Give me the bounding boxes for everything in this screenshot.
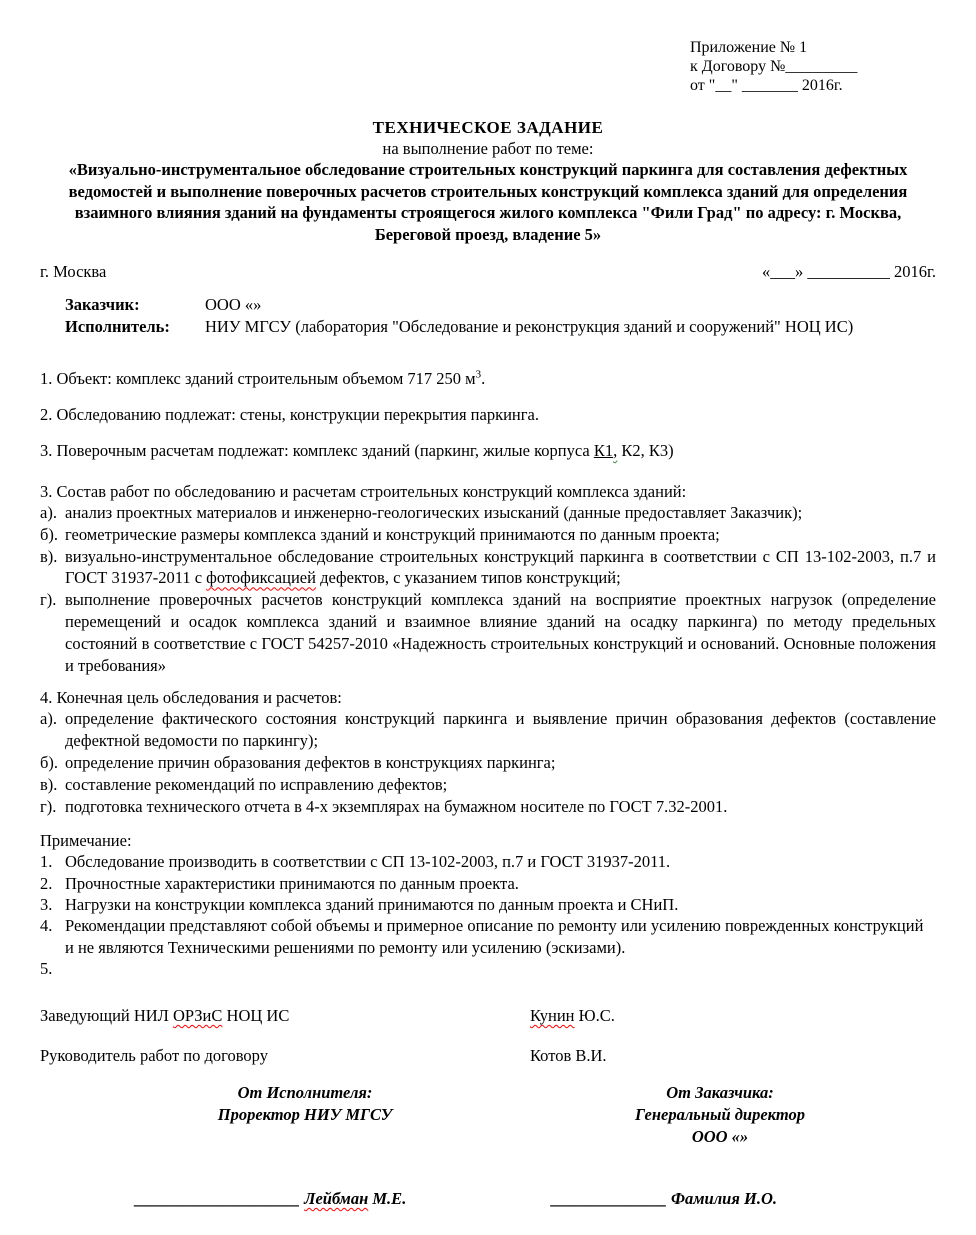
goal-item-g-label: г).: [40, 796, 57, 816]
item-object-text: 1. Объект: комплекс зданий строительным объемом 717 250 м: [40, 369, 476, 388]
goal-item-v-label: в).: [40, 774, 58, 794]
scope-item-b-label: б).: [40, 524, 59, 544]
goal-item-a-text: определение фактического состояния конструкций паркинга и выявление причин образования дефектов (составление дефектной ведомости по паркингу);: [65, 709, 936, 751]
spell-error-kunin: Кунин: [530, 1006, 575, 1026]
footer-contractor-role: Проректор НИУ МГСУ: [217, 1105, 393, 1125]
footer-customer-role: Генеральный директор: [635, 1105, 805, 1125]
note-number: 4.: [40, 916, 53, 936]
grammar-mark-comma: ,: [613, 441, 618, 460]
scope-item-b: [40, 524, 936, 546]
scope-item-v-pre: визуально-инструментальное обследование строительных конструкций паркинга в соответствии с СП 13-102-2003, п.7 и ГОСТ 31937-2011 с: [65, 546, 936, 588]
contractor-label: Исполнитель:: [65, 317, 170, 336]
goal-item-g: [40, 796, 936, 818]
note-row-5: [40, 958, 936, 979]
cubic-meter-superscript: 3: [475, 368, 482, 381]
document-subtitle: на выполнение работ по теме:: [382, 139, 594, 158]
notes-heading: Примечание:: [40, 831, 132, 851]
theme-line-4: Береговой проезд, владение 5»: [374, 224, 602, 244]
annex-block: [690, 38, 936, 95]
contractor-row: [65, 316, 936, 338]
signature-role-pre: Заведующий НИЛ: [40, 1006, 173, 1026]
goal-heading: 4. Конечная цель обследования и расчетов:: [40, 688, 342, 708]
item-calc-text: 3. Поверочным расчетам подлежат: комплекс зданий (паркинг, жилые корпуса: [40, 441, 594, 460]
customer-row: [65, 294, 936, 316]
footer-customer-title: От Заказчика:: [666, 1083, 774, 1103]
item-calc-rest: К2, К3): [617, 441, 674, 460]
scope-item-v-label: в).: [40, 546, 58, 566]
scope-item-a-text: анализ проектных материалов и инженерно-геологических изысканий (данные предоставляет Заказчик);: [65, 503, 803, 522]
note-number: 1.: [40, 852, 53, 872]
note-number: 2.: [40, 873, 53, 893]
goal-item-b-label: б).: [40, 752, 59, 772]
item-calc: [40, 440, 936, 461]
scope-item-g-text: выполнение проверочных расчетов конструкций комплекса зданий на восприятие проектных нагрузок (определение перемещений и осадок комплекса зданий и взаимное влияние зданий на осадку паркинга) по методу предельных состояний в соответствие с ГОСТ 54257-2010 «Надежность строительных конструкций и оснований. Основные положения и требования»: [65, 590, 936, 675]
footer-contractor-column: [40, 1082, 570, 1148]
footer-parties: [40, 1082, 936, 1148]
note-row-2: [40, 873, 936, 894]
customer-signer: [551, 1188, 777, 1209]
annex-line-2: к Договору №_________: [690, 58, 858, 75]
note-row-3: [40, 894, 936, 915]
note-number: 5.: [40, 958, 53, 978]
scope-item-a-label: а).: [40, 503, 57, 522]
date-blank: «___» __________ 2016г.: [761, 262, 936, 281]
scope-item-v-post: дефектов, с указанием типов конструкций;: [315, 568, 621, 588]
document-title: ТЕХНИЧЕСКОЕ ЗАДАНИЕ: [372, 118, 604, 137]
scope-item-g: [40, 589, 936, 676]
theme-paragraph: [40, 159, 936, 245]
signer-names-row: [40, 1188, 936, 1209]
signature-row-work-manager: [40, 1045, 936, 1066]
note-number: 3.: [40, 894, 53, 914]
signature-row-lab-head: [40, 1005, 936, 1026]
signature-name-initials: Ю.С.: [574, 1006, 615, 1026]
note-text: [65, 958, 936, 979]
item-object: [40, 368, 936, 389]
goal-item-a: [40, 708, 936, 752]
customer-signer-name: Фамилия И.О.: [666, 1189, 777, 1209]
signature-role-post: НОЦ ИС: [222, 1006, 290, 1026]
scope-heading: 3. Состав работ по обследованию и расчетам строительных конструкций комплекса зданий:: [40, 482, 687, 501]
footer-customer-column: [570, 1082, 870, 1148]
spell-error-orzis: ОРЗиС: [173, 1006, 223, 1026]
signature-line: ______________: [551, 1189, 667, 1209]
contractor-signer-initials: М.Е.: [368, 1189, 407, 1209]
contractor-signer: [135, 1188, 406, 1209]
goal-item-a-label: а).: [40, 709, 57, 729]
note-text: Прочностные характеристики принимаются по данным проекта.: [65, 873, 519, 893]
customer-label: Заказчик:: [65, 295, 140, 314]
goal-item-v-text: составление рекомендаций по исправлению дефектов;: [65, 774, 448, 794]
footer-customer-company: ООО «»: [691, 1127, 749, 1147]
signature-name: Котов В.И.: [530, 1046, 607, 1066]
spell-error-fotofiksaciej: фотофиксацией: [206, 568, 316, 588]
city-label: г. Москва: [40, 262, 107, 281]
spell-error-leibman: Лейбман: [304, 1189, 369, 1209]
scope-item-a: [40, 502, 936, 524]
goal-item-b: [40, 752, 936, 774]
scope-item-b-text: геометрические размеры комплекса зданий и конструкций принимаются по данным проекта;: [65, 524, 720, 544]
goal-item-g-text: подготовка технического отчета в 4-х экземплярах на бумажном носителе по ГОСТ 7.32-2001.: [65, 796, 728, 816]
note-text: Обследование производить в соответствии с СП 13-102-2003, п.7 и ГОСТ 31937-2011.: [65, 852, 671, 872]
building-k1-underlined: К1: [593, 441, 614, 460]
contractor-value: НИУ МГСУ (лаборатория "Обследование и реконструкция зданий и сооружений" НОЦ ИС): [205, 317, 854, 336]
city-date-row: [40, 261, 936, 282]
goal-item-b-text: определение причин образования дефектов в конструкциях паркинга;: [65, 752, 556, 772]
theme-line-1: «Визуально-инструментальное обследование строительных конструкций паркинга для составления дефектных: [68, 160, 908, 179]
note-text: Нагрузки на конструкции комплекса зданий принимаются по данным проекта и СНиП.: [65, 894, 679, 914]
signature-name: [530, 1005, 615, 1026]
scope-item-g-label: г).: [40, 590, 57, 610]
footer-contractor-title: От Исполнителя:: [237, 1083, 373, 1103]
item-survey: 2. Обследованию подлежат: стены, конструкции перекрытия паркинга.: [40, 405, 539, 424]
annex-line-3: от "__" _______ 2016г.: [690, 77, 843, 94]
signature-role: [40, 1005, 530, 1026]
signature-line: ____________________: [135, 1189, 305, 1209]
parties-block: [65, 294, 936, 338]
note-text: Рекомендации представляют собой объемы и примерное описание по ремонту или усилению поврежденных конструкций и не являются Техническими решениями по ремонту или усилению (эскизами).: [65, 916, 924, 957]
annex-line-1: Приложение № 1: [690, 39, 808, 56]
scope-item-v-text: [65, 546, 936, 590]
scope-item-v: [40, 546, 936, 590]
item-object-period: .: [481, 369, 486, 388]
note-row-4: [40, 915, 936, 958]
theme-line-3: взаимного влияния зданий на фундаменты строящегося жилого комплекса "Фили Град" по адресу: г. Москва,: [74, 203, 902, 222]
customer-value: ООО «»: [205, 295, 262, 314]
theme-line-2: ведомостей и выполнение поверочных расчетов строительных конструкций комплекса зданий для определения: [68, 181, 908, 201]
goal-item-v: [40, 774, 936, 796]
note-row-1: [40, 851, 936, 872]
signature-role: Руководитель работ по договору: [40, 1046, 268, 1066]
